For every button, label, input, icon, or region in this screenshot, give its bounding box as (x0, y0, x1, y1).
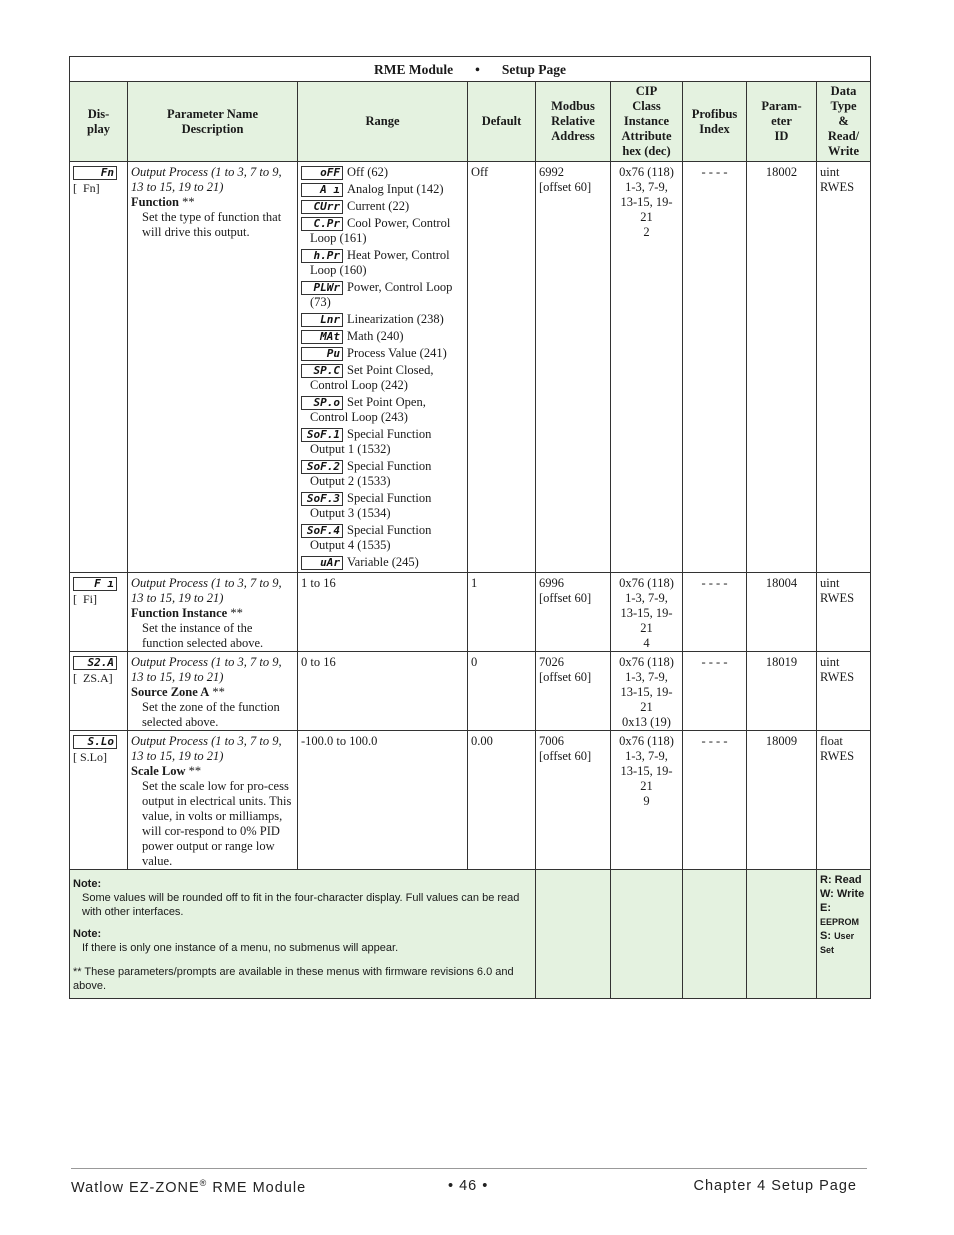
range-option-label: Special Function (347, 491, 432, 505)
notes-empty-cell (536, 870, 611, 999)
display-cell (70, 731, 128, 870)
parameter-context: Output Process (1 to 3, 7 to 9, 13 to 15, 19 to 21) (131, 576, 282, 605)
range-glyph-box: SoF.2 (301, 460, 343, 474)
default-cell: Off (468, 162, 536, 573)
parameter-name-line (131, 195, 294, 210)
data-type-cell: uint RWES (817, 573, 871, 652)
legend-value: Read (834, 874, 862, 886)
range-option-label-cont: Output 2 (1533) (310, 474, 391, 488)
parameter-name: Function Instance (131, 606, 228, 620)
modbus-offset: [offset 60] (539, 749, 592, 763)
modbus-address: 6996 (539, 576, 564, 590)
table-body (70, 162, 871, 999)
data-type-cell: uint RWES (817, 652, 871, 731)
parameter-name: Source Zone A (131, 685, 210, 699)
legend-value: EEPROM (820, 917, 860, 927)
range-cell: -100.0 to 100.0 (298, 731, 468, 870)
parameter-context: Output Process (1 to 3, 7 to 9, 13 to 15, 19 to 21) (131, 734, 282, 763)
range-item (301, 491, 464, 521)
display-glyph-box: F ı (73, 577, 117, 591)
range-item (301, 363, 464, 393)
range-option-label: Math (240) (347, 329, 404, 343)
note-1-text: Some values will be rounded off to fit in the four-character display. Full values can be read with other interfaces. (82, 892, 520, 918)
range-option-label-cont: Control Loop (243) (310, 410, 408, 424)
footer-product (71, 1178, 306, 1196)
range-glyph-box: SoF.1 (301, 428, 343, 442)
cip-cell: 0x76 (118) 1-3, 7-9, 13-15, 19- 21 9 (611, 731, 683, 870)
data-type-cell: uint RWES (817, 162, 871, 573)
display-glyph-box: S.Lo (73, 735, 117, 749)
range-option-label-cont: Control Loop (242) (310, 378, 408, 392)
column-header: Param- eter ID (747, 82, 817, 162)
notes-empty-cell (747, 870, 817, 999)
modbus-address: 7026 (539, 655, 564, 669)
page-footer (71, 1168, 867, 1196)
column-header: Default (468, 82, 536, 162)
table-row (70, 573, 871, 652)
range-option-label-cont: Output 1 (1532) (310, 442, 391, 456)
parameter-name-line (131, 685, 294, 700)
parameter-id-cell: 18004 (747, 573, 817, 652)
range-glyph-box: uAr (301, 556, 343, 570)
firmware-marker: ** (209, 685, 225, 699)
range-glyph-box: SP.o (301, 396, 343, 410)
note-3-text: ** These parameters/prompts are available in these menus with firmware revisions 6.0 and above. (73, 966, 514, 992)
note-2-title: Note: (73, 928, 102, 940)
parameter-detail: Set the zone of the function selected above. (142, 700, 280, 729)
header-row (70, 82, 871, 162)
note-2-text: If there is only one instance of a menu, no submenus will appear. (82, 942, 399, 954)
table-row (70, 731, 871, 870)
legend-line (820, 887, 867, 901)
column-header: Dis- play (70, 82, 128, 162)
legend-key: R: (820, 874, 832, 886)
range-item (301, 182, 464, 197)
parameter-context: Output Process (1 to 3, 7 to 9, 13 to 15, 19 to 21) (131, 655, 282, 684)
range-cell: 0 to 16 (298, 652, 468, 731)
range-option-label: Special Function (347, 459, 432, 473)
range-glyph-box: h.Pr (301, 249, 343, 263)
modbus-address: 7006 (539, 734, 564, 748)
range-option-label: Linearization (238) (347, 312, 444, 326)
display-alt-text: [ S.Lo] (73, 750, 107, 764)
table-title-bullet: • (475, 61, 480, 77)
cip-cell: 0x76 (118) 1-3, 7-9, 13-15, 19- 21 0x13 (19) (611, 652, 683, 731)
legend-line (820, 873, 867, 887)
parameter-detail: Set the scale low for pro-cess output in electrical units. This value, in volts or milliamps, will cor-respond to 0% PID power output or range low value. (142, 779, 292, 868)
range-glyph-box: SoF.3 (301, 492, 343, 506)
parameter-name-line (131, 764, 294, 779)
default-cell: 0 (468, 652, 536, 731)
range-glyph-box: Lnr (301, 313, 343, 327)
range-glyph-box: SP.C (301, 364, 343, 378)
range-glyph-box: A ı (301, 183, 343, 197)
legend-line (820, 929, 867, 957)
range-option-label: Set Point Closed, (347, 363, 434, 377)
display-glyph-box: Fn (73, 166, 117, 180)
range-glyph-box: PLWr (301, 281, 343, 295)
parameter-description-cell (128, 652, 298, 731)
range-item (301, 555, 464, 570)
profibus-cell: - - - - (683, 162, 747, 573)
range-item (301, 523, 464, 553)
legend-key: E: (820, 902, 831, 914)
table-row (70, 162, 871, 573)
cip-cell: 0x76 (118) 1-3, 7-9, 13-15, 19- 21 4 (611, 573, 683, 652)
notes-cell (70, 870, 536, 999)
parameter-context: Output Process (1 to 3, 7 to 9, 13 to 15, 19 to 21) (131, 165, 282, 194)
column-header: Parameter Name Description (128, 82, 298, 162)
parameter-name: Function (131, 195, 179, 209)
modbus-offset: [offset 60] (539, 670, 592, 684)
display-alt-text: [ Fn] (73, 181, 100, 195)
range-option-label: Analog Input (142) (347, 182, 444, 196)
profibus-cell: - - - - (683, 731, 747, 870)
range-option-label: Off (62) (347, 165, 389, 179)
profibus-cell: - - - - (683, 652, 747, 731)
range-option-label: Set Point Open, (347, 395, 426, 409)
range-glyph-box: Pu (301, 347, 343, 361)
parameter-id-cell: 18019 (747, 652, 817, 731)
display-glyph-box: S2.A (73, 656, 117, 670)
range-option-label-cont: Output 4 (1535) (310, 538, 391, 552)
range-cell (298, 162, 468, 573)
table-title-module: RME Module (374, 61, 454, 77)
parameter-id-cell: 18009 (747, 731, 817, 870)
parameter-detail: Set the instance of the function selected above. (142, 621, 264, 650)
legend-key: S: (820, 930, 831, 942)
modbus-cell (536, 573, 611, 652)
legend-key: W: (820, 888, 834, 900)
cip-cell: 0x76 (118) 1-3, 7-9, 13-15, 19- 21 2 (611, 162, 683, 573)
parameter-description-cell (128, 573, 298, 652)
default-cell: 0.00 (468, 731, 536, 870)
table-title-page: Setup Page (501, 61, 567, 77)
range-option-label: Cool Power, Control (347, 216, 451, 230)
display-alt-text: [ Fi] (73, 592, 97, 606)
firmware-marker: ** (178, 195, 195, 209)
parameter-description-cell (128, 731, 298, 870)
range-glyph-box: oFF (301, 166, 343, 180)
modbus-cell (536, 731, 611, 870)
column-header: CIP Class Instance Attribute hex (dec) (611, 82, 683, 162)
range-option-label-cont: Loop (160) (310, 263, 367, 277)
footer-product-name: Watlow EZ-ZONE (71, 1179, 200, 1196)
notes-empty-cell (683, 870, 747, 999)
display-alt-text: [ ZS.A] (73, 671, 113, 685)
column-header: Data Type & Read/ Write (817, 82, 871, 162)
modbus-address: 6992 (539, 165, 564, 179)
range-option-label: Process Value (241) (347, 346, 447, 360)
range-item (301, 165, 464, 180)
modbus-cell (536, 652, 611, 731)
range-option-label-cont: (73) (310, 295, 331, 309)
table-title (70, 57, 871, 82)
notes-empty-cell (611, 870, 683, 999)
range-item (301, 427, 464, 457)
range-option-label: Heat Power, Control (347, 248, 450, 262)
range-item (301, 395, 464, 425)
parameter-name-line (131, 606, 294, 621)
column-header: Profibus Index (683, 82, 747, 162)
display-cell (70, 162, 128, 573)
firmware-marker: ** (185, 764, 202, 778)
range-option-label-cont: Loop (161) (310, 231, 367, 245)
modbus-offset: [offset 60] (539, 180, 592, 194)
range-item (301, 346, 464, 361)
parameter-detail: Set the type of function that will drive this output. (142, 210, 282, 239)
range-option-label: Special Function (347, 427, 432, 441)
note-1-title: Note: (73, 878, 102, 890)
range-option-label: Variable (245) (347, 555, 419, 569)
range-item (301, 199, 464, 214)
range-option-label-cont: Output 3 (1534) (310, 506, 391, 520)
range-item (301, 312, 464, 327)
registered-mark: ® (199, 1178, 208, 1188)
footer-page-number: • 46 • (448, 1178, 489, 1194)
legend-value: Write (836, 888, 865, 900)
data-type-cell: float RWES (817, 731, 871, 870)
range-glyph-box: MAt (301, 330, 343, 344)
range-item (301, 216, 464, 246)
parameter-name: Scale Low (131, 764, 186, 778)
legend-value: User Set (820, 931, 855, 955)
range-glyph-box: C.Pr (301, 217, 343, 231)
range-option-label: Power, Control Loop (347, 280, 453, 294)
range-item (301, 248, 464, 278)
notes-row (70, 870, 871, 999)
range-item (301, 459, 464, 489)
firmware-marker: ** (227, 606, 243, 620)
parameter-description-cell (128, 162, 298, 573)
range-cell: 1 to 16 (298, 573, 468, 652)
parameter-id-cell: 18002 (747, 162, 817, 573)
range-glyph-box: SoF.4 (301, 524, 343, 538)
footer-chapter: Chapter 4 Setup Page (693, 1178, 857, 1194)
default-cell: 1 (468, 573, 536, 652)
footer-product-suffix: RME Module (207, 1179, 307, 1196)
legend-line (820, 901, 867, 929)
range-glyph-box: CUrr (301, 200, 343, 214)
display-cell (70, 652, 128, 731)
modbus-offset: [offset 60] (539, 591, 592, 605)
parameter-table (69, 56, 871, 999)
column-header: Modbus Relative Address (536, 82, 611, 162)
range-item (301, 329, 464, 344)
table-row (70, 652, 871, 731)
profibus-cell: - - - - (683, 573, 747, 652)
range-option-label: Special Function (347, 523, 432, 537)
range-option-label: Current (22) (347, 199, 410, 213)
display-cell (70, 573, 128, 652)
modbus-cell (536, 162, 611, 573)
column-header: Range (298, 82, 468, 162)
legend-cell (817, 870, 871, 999)
range-item (301, 280, 464, 310)
